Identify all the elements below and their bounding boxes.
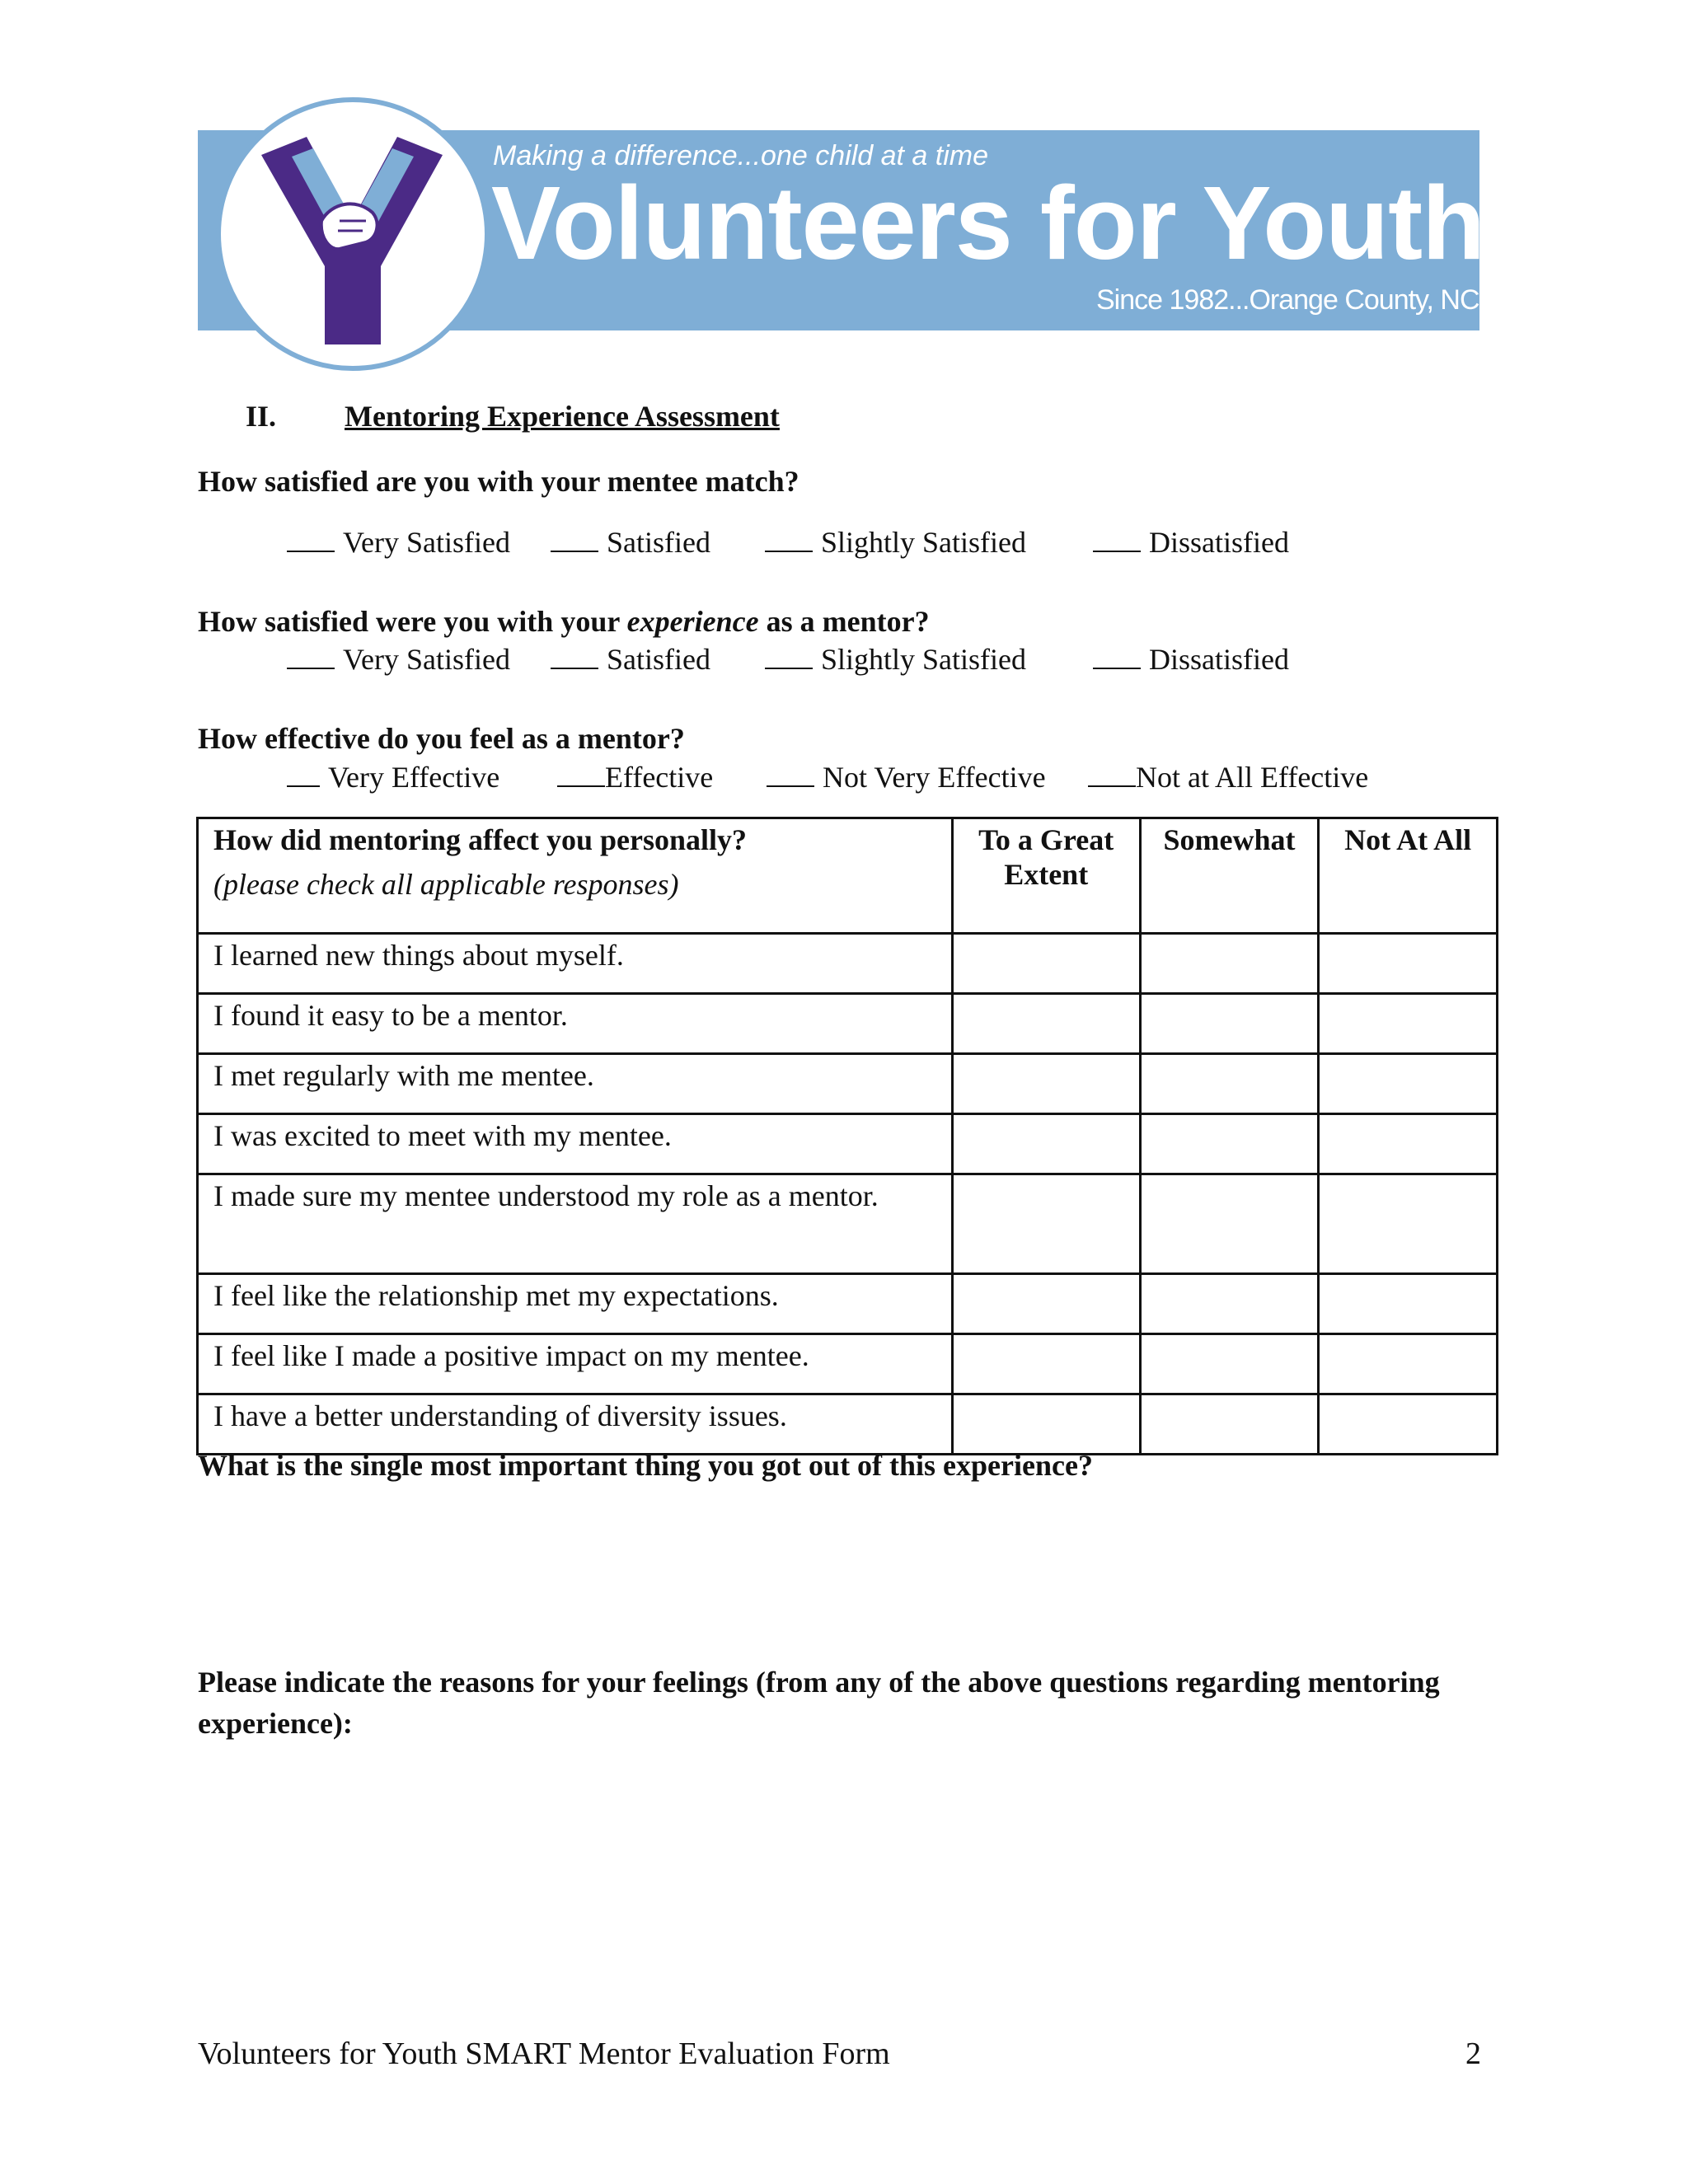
check-blank[interactable] — [767, 762, 814, 787]
answer-area-most-important[interactable] — [198, 1492, 1484, 1632]
question-emphasis: experience — [626, 605, 759, 638]
check-blank[interactable] — [765, 644, 813, 669]
check-cell[interactable] — [952, 934, 1140, 994]
option-label: Effective — [605, 761, 714, 794]
since-text: Since 1982...Orange County, NC — [1096, 284, 1479, 316]
check-cell[interactable] — [952, 1174, 1140, 1274]
check-cell[interactable] — [1319, 1174, 1498, 1274]
org-name: Volunteers for Youth — [491, 165, 1485, 281]
question-text: as a mentor? — [758, 605, 930, 638]
check-cell[interactable] — [1140, 994, 1319, 1054]
section-title: Mentoring Experience Assessment — [345, 400, 780, 433]
check-blank[interactable] — [287, 644, 335, 669]
mentoring-effect-table — [196, 817, 1498, 1455]
option-blank[interactable] — [287, 525, 510, 560]
table-header-question — [198, 818, 953, 934]
check-cell[interactable] — [1319, 934, 1498, 994]
column-header: To a Great Extent — [952, 818, 1140, 934]
option-label: Satisfied — [607, 643, 710, 676]
option-label: Slightly Satisfied — [821, 526, 1027, 559]
check-cell[interactable] — [1140, 1334, 1319, 1394]
check-blank[interactable] — [557, 762, 605, 787]
option-blank[interactable] — [1093, 525, 1289, 560]
row-statement: I feel like I made a positive impact on my mentee. — [198, 1334, 953, 1394]
option-blank[interactable] — [1088, 760, 1368, 794]
row-statement: I found it easy to be a mentor. — [198, 994, 953, 1054]
option-label: Dissatisfied — [1149, 643, 1289, 676]
check-cell[interactable] — [952, 1394, 1140, 1455]
page-number: 2 — [1465, 2036, 1481, 2071]
section-number: II. — [246, 400, 277, 433]
check-cell[interactable] — [1140, 1174, 1319, 1274]
check-cell[interactable] — [952, 994, 1140, 1054]
check-cell[interactable] — [952, 1274, 1140, 1334]
table-row — [198, 1114, 1498, 1174]
tagline: Making a difference...one child at a time — [493, 140, 988, 171]
logo-y-hands-icon — [216, 97, 490, 371]
check-cell[interactable] — [952, 1334, 1140, 1394]
check-blank[interactable] — [287, 762, 320, 787]
question-most-important: What is the single most important thing you got out of this experience? — [198, 1449, 1093, 1482]
question-mentor-effectiveness: How effective do you feel as a mentor? — [198, 722, 685, 755]
table-row — [198, 934, 1498, 994]
check-cell[interactable] — [1140, 1394, 1319, 1455]
row-statement: I feel like the relationship met my expectations. — [198, 1274, 953, 1334]
row-statement: I have a better understanding of diversity issues. — [198, 1394, 953, 1455]
option-label: Very Effective — [328, 761, 500, 794]
option-blank[interactable] — [1093, 642, 1289, 677]
check-cell[interactable] — [952, 1114, 1140, 1174]
answer-area-reasons[interactable] — [198, 1751, 1484, 1999]
option-blank[interactable] — [767, 760, 1046, 794]
check-cell[interactable] — [1140, 1274, 1319, 1334]
table-header-row — [198, 818, 1498, 934]
check-blank[interactable] — [551, 644, 598, 669]
check-cell[interactable] — [1140, 1114, 1319, 1174]
option-blank[interactable] — [551, 642, 710, 677]
option-blank[interactable] — [765, 525, 1026, 560]
column-header: Somewhat — [1140, 818, 1319, 934]
row-statement: I was excited to meet with my mentee. — [198, 1114, 953, 1174]
check-blank[interactable] — [1093, 644, 1141, 669]
option-label: Dissatisfied — [1149, 526, 1289, 559]
option-blank[interactable] — [765, 642, 1026, 677]
option-blank[interactable] — [287, 642, 510, 677]
option-label: Not Very Effective — [823, 761, 1046, 794]
header-question: How did mentoring affect you personally? — [213, 823, 747, 856]
option-label: Satisfied — [607, 526, 710, 559]
table-row — [198, 1394, 1498, 1455]
question-text: How satisfied were you with your — [198, 605, 627, 638]
check-cell[interactable] — [1319, 1114, 1498, 1174]
check-blank[interactable] — [1088, 762, 1136, 787]
check-blank[interactable] — [1093, 527, 1141, 552]
column-header: Not At All — [1319, 818, 1498, 934]
table-row — [198, 1274, 1498, 1334]
check-blank[interactable] — [287, 527, 335, 552]
check-cell[interactable] — [1319, 1054, 1498, 1114]
check-cell[interactable] — [1140, 1054, 1319, 1114]
check-cell[interactable] — [1319, 994, 1498, 1054]
row-statement: I made sure my mentee understood my role as a mentor. — [198, 1174, 953, 1274]
option-blank[interactable] — [551, 525, 710, 560]
check-cell[interactable] — [1140, 934, 1319, 994]
check-cell[interactable] — [1319, 1334, 1498, 1394]
check-blank[interactable] — [765, 527, 813, 552]
footer-title: Volunteers for Youth SMART Mentor Evaluation Form — [198, 2036, 890, 2071]
header-note: (please check all applicable responses) — [213, 868, 679, 901]
option-label: Very Satisfied — [343, 526, 510, 559]
table-row — [198, 1334, 1498, 1394]
question-reasons: Please indicate the reasons for your feelings (from any of the above questions regarding mentoring experience): — [198, 1666, 1440, 1740]
option-label: Not at All Effective — [1136, 761, 1369, 794]
row-statement: I learned new things about myself. — [198, 934, 953, 994]
check-cell[interactable] — [952, 1054, 1140, 1114]
table-row — [198, 1054, 1498, 1114]
table-row — [198, 994, 1498, 1054]
row-statement: I met regularly with me mentee. — [198, 1054, 953, 1114]
option-label: Very Satisfied — [343, 643, 510, 676]
option-blank[interactable] — [557, 760, 713, 794]
question-mentor-experience — [198, 604, 930, 639]
check-blank[interactable] — [551, 527, 598, 552]
check-cell[interactable] — [1319, 1274, 1498, 1334]
table-row — [198, 1174, 1498, 1274]
check-cell[interactable] — [1319, 1394, 1498, 1455]
question-match-satisfaction: How satisfied are you with your mentee match? — [198, 465, 799, 498]
option-label: Slightly Satisfied — [821, 643, 1027, 676]
option-blank[interactable] — [287, 760, 499, 794]
